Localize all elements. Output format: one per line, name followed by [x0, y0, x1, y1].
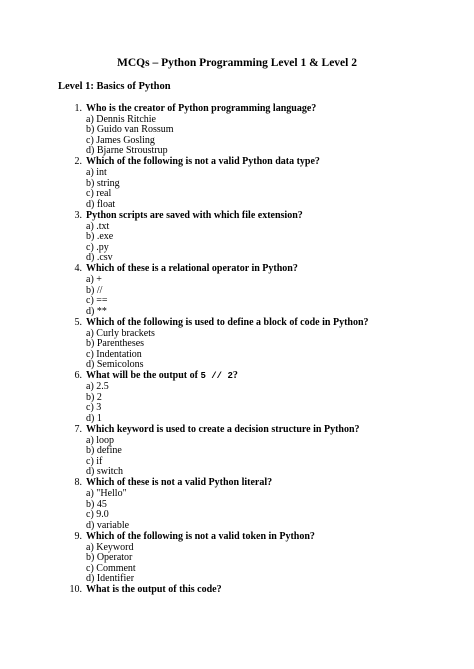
question-text: Which of these is a relational operator in Python? [86, 263, 298, 274]
answer-option: b) Operator [86, 552, 133, 563]
question-item [0, 478, 474, 531]
answer-option: b) 45 [86, 498, 107, 510]
answer-option: b) Parentheses [86, 338, 145, 349]
section-title: Level 1: Basics of Python [58, 81, 171, 92]
answer-option: d) Bjarne Stroustrup [86, 145, 168, 156]
question-header [0, 478, 474, 489]
question-header [0, 264, 474, 275]
document-title: MCQs – Python Programming Level 1 & Level 2 [117, 57, 357, 69]
answer-option: c) == [86, 295, 108, 306]
question-text: What is the output of this code? [86, 584, 222, 595]
question-number: 4. [74, 263, 82, 274]
answer-option: d) .csv [86, 252, 113, 263]
question-header [0, 585, 474, 596]
question-item [0, 211, 474, 264]
question-text: Which of the following is not a valid Python data type? [86, 156, 320, 167]
answer-option: a) Keyword [86, 541, 134, 553]
question-item [0, 264, 474, 317]
answer-option: d) ** [86, 305, 107, 317]
answer-option: b) .exe [86, 231, 114, 242]
inline-code: 5 // 2 [200, 371, 233, 381]
answer-option: b) 2 [86, 391, 102, 403]
answer-option: a) + [86, 274, 102, 285]
answer-option: d) switch [86, 466, 123, 477]
answer-option: a) .txt [86, 220, 110, 232]
answer-option: b) // [86, 284, 103, 296]
answer-option: b) string [86, 177, 120, 189]
question-header [0, 371, 474, 382]
answer-option: c) Indentation [86, 348, 142, 360]
answer-option: a) Dennis Ritchie [86, 113, 156, 125]
question-item [0, 532, 474, 585]
question-header [0, 318, 474, 329]
question-item [0, 157, 474, 210]
answer-option: c) real [86, 188, 112, 199]
answer-option: c) 9.0 [86, 509, 109, 520]
question-item [0, 371, 474, 424]
answer-option: c) Comment [86, 562, 136, 574]
question-text: Who is the creator of Python programming language? [86, 102, 317, 114]
answer-option: b) define [86, 445, 122, 456]
answer-option: a) "Hello" [86, 488, 127, 499]
question-text [86, 371, 238, 382]
question-number: 3. [74, 209, 82, 221]
answer-option: c) James Gosling [86, 134, 155, 146]
question-header [0, 157, 474, 168]
question-text-after-code: ? [232, 370, 238, 381]
answer-option: c) .py [86, 241, 109, 253]
answer-option: d) Semicolons [86, 359, 144, 370]
question-header [0, 211, 474, 222]
answer-option: c) 3 [86, 402, 102, 413]
answer-option: b) Guido van Rossum [86, 124, 174, 135]
question-text-before-code: What will be the output of [86, 370, 201, 381]
answer-option: d) Identifier [86, 573, 135, 584]
question-header [0, 104, 474, 115]
question-number: 8. [74, 477, 82, 488]
question-text: Which of these is not a valid Python literal? [86, 477, 273, 488]
question-text: Python scripts are saved with which file extension? [86, 209, 303, 221]
question-header [0, 425, 474, 436]
question-item [0, 104, 474, 157]
answer-option: a) int [86, 167, 107, 178]
question-number: 6. [74, 370, 82, 381]
question-item [0, 318, 474, 371]
question-number: 2. [74, 156, 82, 167]
question-text: Which keyword is used to create a decision structure in Python? [86, 423, 360, 435]
question-number: 9. [74, 530, 82, 542]
question-number: 7. [74, 423, 82, 435]
answer-option: a) 2.5 [86, 381, 109, 392]
question-list [0, 103, 474, 596]
question-header [0, 532, 474, 543]
question-number: 5. [74, 316, 82, 328]
answer-option: c) if [86, 455, 103, 467]
answer-option: a) loop [86, 434, 115, 446]
question-text: Which of the following is used to define a block of code in Python? [86, 316, 369, 328]
answer-option: d) float [86, 198, 116, 210]
question-item [0, 425, 474, 478]
answer-option: d) variable [86, 519, 130, 531]
question-number: 10. [69, 584, 82, 595]
question-item [0, 585, 474, 596]
answer-option: a) Curly brackets [86, 327, 155, 339]
answer-option: d) 1 [86, 412, 102, 424]
question-number: 1. [74, 102, 82, 114]
question-text: Which of the following is not a valid token in Python? [86, 530, 315, 542]
